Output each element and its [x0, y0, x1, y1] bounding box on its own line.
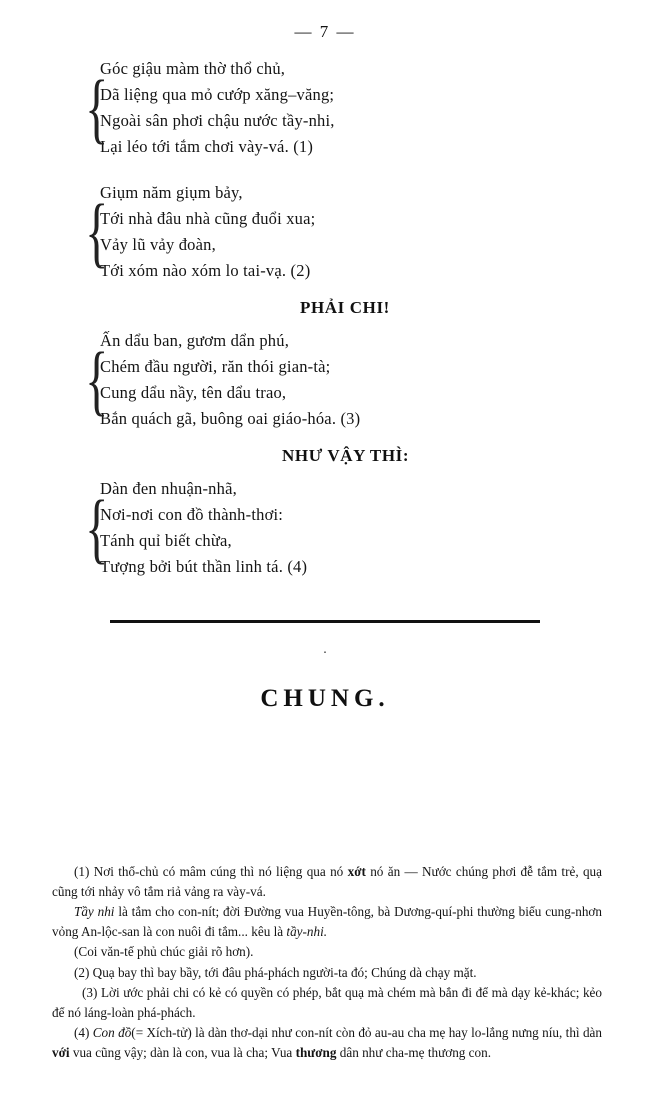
verse-line: Dàn đen nhuận-nhã,	[100, 479, 237, 498]
center-dot-ornament: .	[323, 642, 327, 657]
spacer	[0, 42, 650, 56]
footnote-text: (2) Quạ bay thì bay bầy, tới đâu phá-phách người-ta đó; Chúng dà chạy mặt.	[74, 964, 477, 980]
brace-decoration: {	[85, 336, 109, 423]
footnotes	[52, 862, 602, 1063]
verse-line: Lại léo tới tắm chơi vày-vá. (1)	[100, 137, 314, 156]
verse-line: Dã liệng qua mỏ cướp xăng–văng;	[100, 85, 335, 104]
footnote-4	[52, 1023, 602, 1062]
verse-line: Tới nhà đâu nhà cũng đuổi xua;	[100, 209, 316, 228]
stanza-1	[0, 56, 650, 160]
end-heading: CHUNG.	[260, 685, 390, 712]
footnote-text: thương	[295, 1044, 337, 1060]
footnote-text: Tầy nhi	[74, 904, 115, 919]
footnote-text: nó ăn — Nước chúng phơi đễ tắm trẻ, quạ cũng tới nhảy vô tắm riả vảng ra vày-vá.	[52, 864, 603, 899]
brace-decoration: {	[85, 484, 109, 571]
footnote-text: Con đồ	[92, 1025, 132, 1040]
verse-line: Bắn quách gã, buông oai giáo-hóa. (3)	[100, 409, 361, 428]
verse-line: Giụm năm giụm bảy,	[100, 183, 243, 202]
verse-line: Nơi-nơi con đồ thành-thơi:	[100, 505, 284, 524]
footnote-text: (3) Lời ước phải chi có kẻ có quyền có phép, bắt quạ mà chém mà bắn đi để mà dạy kẻ-khác; kẻo để nó láng-loàn phá-phách.	[52, 985, 602, 1020]
footnote-text: (1) Nơi thổ-chủ có mâm cúng thì nó liệng qua nó	[74, 864, 348, 879]
footnote-1c	[52, 942, 602, 962]
footnote-text: vua cũng vậy; dàn là con, vua là cha; Vua	[69, 1044, 296, 1060]
verse-line: Tới xóm nào xóm lo tai-vạ. (2)	[100, 261, 311, 280]
footnote-text: với	[52, 1044, 70, 1060]
footnote-text: (Coi văn-tế phủ chúc giải rõ hơn).	[74, 944, 254, 959]
heading-nhu-vay-thi: NHƯ VẬY THÌ:	[282, 446, 410, 465]
verse-line: Chém đầu người, răn thói gian-tà;	[100, 357, 331, 376]
spacer	[0, 160, 650, 180]
footnote-text: xớt	[347, 864, 366, 879]
footnote-1b	[52, 902, 602, 941]
verse-line: Ngoài sân phơi chậu nước tầy-nhi,	[100, 111, 335, 130]
stanza-3	[0, 328, 650, 432]
horizontal-rule	[110, 620, 540, 623]
footnote-text: (= Xích-tử) là dàn thơ-dại như con-nít còn đỏ au-au cha mẹ hay lo-lắng nưng níu, thì dàn	[131, 1025, 602, 1040]
stanza-2	[0, 180, 650, 284]
footnote-text: tầy-nhi.	[286, 923, 328, 939]
verse-line: Ấn dẩu ban, gươm dẩn phú,	[100, 331, 290, 350]
verse-line: Góc giậu màm thờ thổ chủ,	[100, 59, 286, 78]
footnote-text: (4)	[74, 1025, 93, 1040]
footnote-1	[52, 862, 602, 901]
verse-line: Tánh quỉ biết chừa,	[100, 531, 232, 550]
heading-phai-chi: PHẢI CHI!	[300, 298, 390, 317]
brace-decoration: {	[85, 64, 109, 151]
verse-line: Cung dẩu nầy, tên dẩu trao,	[100, 383, 287, 402]
footnote-2	[52, 963, 602, 983]
verse-line: Tượng bởi bút thần linh tá. (4)	[100, 557, 308, 576]
footnote-3	[52, 983, 602, 1022]
verse-line: Vảy lũ vảy đoàn,	[100, 235, 216, 254]
footnote-text: là tắm cho con-nít; đời Đường vua Huyền-tông, bà Dương-quí-phi thường biểu cung-nhơn vỏng An-lộc-san là con nuôi đi tắm... kêu là	[52, 904, 602, 939]
footnote-text: dân như cha-mẹ thương con.	[336, 1044, 492, 1060]
brace-decoration: {	[85, 188, 109, 275]
page-number: — 7 —	[294, 22, 356, 41]
document-page	[0, 22, 650, 1112]
stanza-4	[0, 476, 650, 580]
